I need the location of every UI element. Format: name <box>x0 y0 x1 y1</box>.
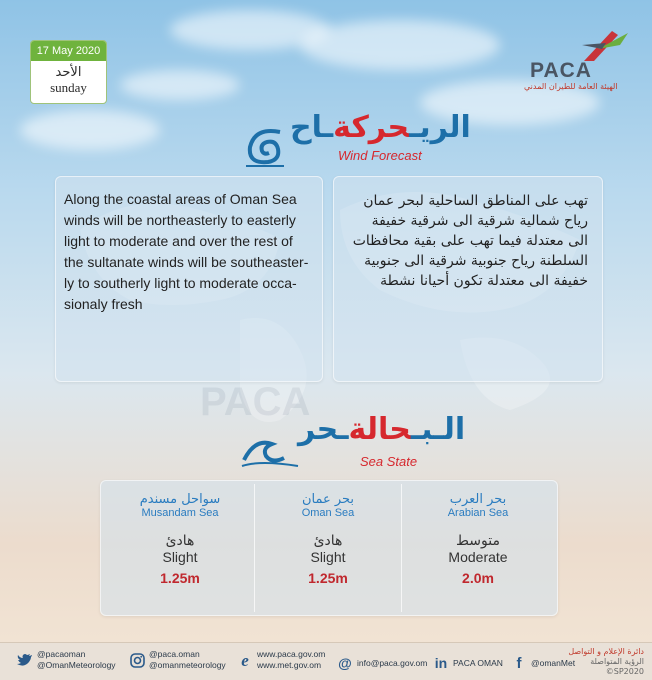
weekday-english: sunday <box>50 80 87 95</box>
footer-bar <box>0 642 652 680</box>
wind-text-english: Along the coastal areas of Oman Sea winds will be northeasterly to easterly light to moderate and over the rest of the sultanate winds will be southeaster-ly to southerly light to moderate occa-sionaly fresh <box>64 191 309 312</box>
wind-text-arabic: تهب على المناطق الساحلية لبحر عمان رياح شمالية شرقية الى شرقية خفيفة الى معتدلة فيما تهب على بقية محافظات السلطنة رياح جنوبية شرقية الى جنوبية خفيفة الى معتدلة تكون أحيانا نشطة <box>352 193 588 289</box>
sea-state-en: Slight <box>162 549 198 565</box>
web-browser-icon: e <box>241 650 249 670</box>
instagram-handle-2: @omanmeteorology <box>149 660 226 670</box>
sea-name-en: Arabian Sea <box>447 507 509 519</box>
sea-name-ar: سواحل مسندم <box>139 492 221 507</box>
department-name: دائرة الإعلام و التواصل <box>568 647 644 656</box>
linkedin-icon: in <box>434 654 448 671</box>
sea-column-musandam <box>106 484 254 612</box>
twitter-contact[interactable] <box>16 649 116 671</box>
sea-title-ar-1: الـبـ <box>410 412 466 447</box>
website-2: www.met.gov.om <box>257 660 322 670</box>
sea-title <box>240 412 466 472</box>
weekday-arabic: الأحد <box>55 65 82 80</box>
sea-state-ar: هادئ <box>313 533 343 549</box>
sea-state-en: Moderate <box>448 549 508 565</box>
wind-panel-english <box>55 176 323 382</box>
linkedin-name: PACA OMAN <box>453 657 503 668</box>
copyright-code: ©SP2020 <box>605 667 644 676</box>
wind-swirl-icon <box>240 122 290 172</box>
paca-watermark: PACA <box>200 380 311 424</box>
sea-name-ar: بحر عمان <box>301 492 355 507</box>
instagram-handle-1: @paca.oman <box>149 649 200 659</box>
instagram-contact[interactable] <box>128 649 226 671</box>
wind-title-ar-3: ـاح <box>290 110 334 145</box>
wind-title <box>240 110 471 170</box>
wave-icon <box>240 430 300 470</box>
sea-state-ar: متوسط <box>456 533 500 549</box>
paca-logo <box>524 25 634 91</box>
facebook-handle: @omanMet <box>531 657 576 668</box>
instagram-icon <box>128 651 146 669</box>
sea-title-en: Sea State <box>360 454 418 469</box>
wind-title-ar-1: الريـ <box>409 110 471 145</box>
date-card <box>30 40 107 104</box>
facebook-icon: f <box>516 654 522 672</box>
website-contact[interactable] <box>236 649 325 671</box>
linkedin-contact[interactable] <box>432 654 503 672</box>
at-sign-icon: @ <box>338 654 352 671</box>
email-address: info@paca.gov.om <box>357 657 428 668</box>
sea-name-ar: بحر العرب <box>449 492 507 507</box>
wind-panel-arabic <box>333 176 603 382</box>
sea-title-ar-3: ـحر <box>298 412 349 447</box>
sea-column-arabian <box>404 484 552 612</box>
sea-column-oman <box>254 484 402 612</box>
sea-title-ar-2: حالة <box>348 412 411 447</box>
wave-height: 1.25m <box>160 570 200 586</box>
email-contact[interactable] <box>336 654 427 672</box>
paca-wordmark: PACA <box>530 59 592 82</box>
date-label: 17 May 2020 <box>31 41 106 61</box>
sea-name-en: Musandam Sea <box>141 507 219 519</box>
wind-title-ar-2: حركة <box>333 110 410 145</box>
twitter-handle-1: @pacaoman <box>37 649 86 659</box>
wave-height: 1.25m <box>308 570 348 586</box>
website-1: www.paca.gov.om <box>257 649 326 659</box>
twitter-handle-2: @OmanMeteorology <box>37 660 116 670</box>
department-credit <box>568 647 644 677</box>
department-sub: الرؤية المتواصلة <box>590 657 644 666</box>
sea-state-en: Slight <box>310 549 346 565</box>
paca-subtitle: الهيئة العامة للطيران المدني <box>524 82 618 91</box>
wind-title-en: Wind Forecast <box>338 148 422 163</box>
twitter-icon <box>16 651 34 669</box>
sea-name-en: Oman Sea <box>301 507 355 519</box>
sea-state-ar: هادئ <box>165 533 195 549</box>
facebook-contact[interactable] <box>510 654 575 672</box>
wave-height: 2.0m <box>462 570 494 586</box>
